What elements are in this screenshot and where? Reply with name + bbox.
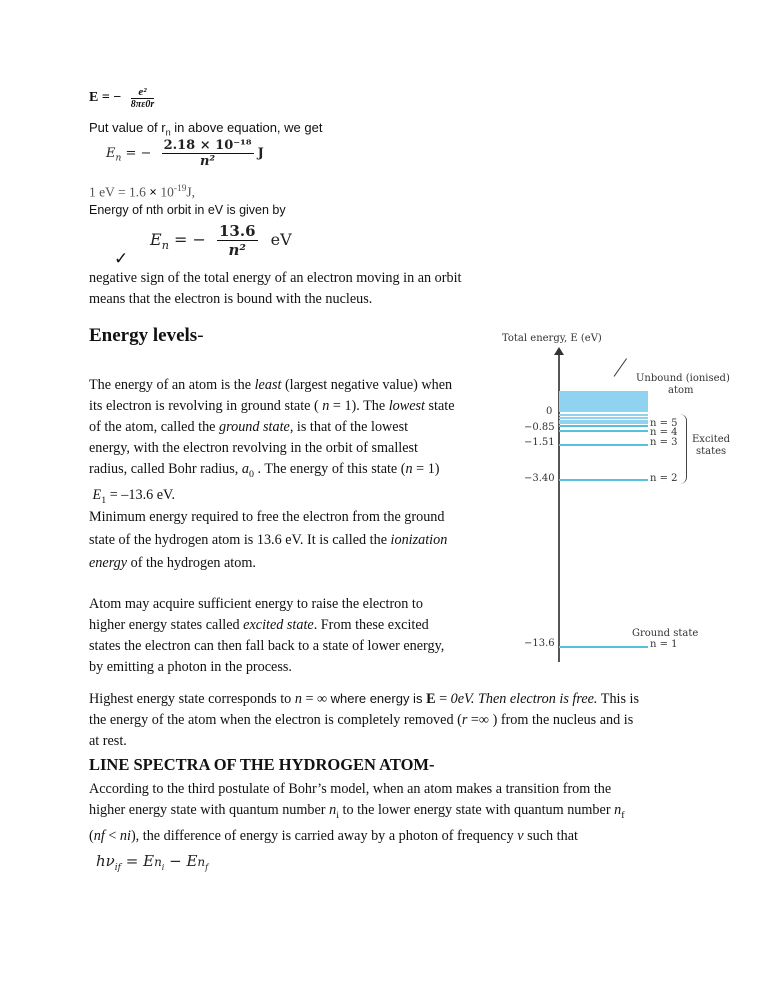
heading-line-spectra: LINE SPECTRA OF THE HYDROGEN ATOM- <box>89 755 435 774</box>
denominator: n² <box>199 154 216 169</box>
eq-lhs: E <box>106 146 116 161</box>
axis-arrow-icon <box>554 347 564 355</box>
level-n4 <box>559 430 648 432</box>
eq-sign: = − <box>168 230 206 249</box>
unit: J <box>257 146 264 161</box>
subscript: n <box>115 153 122 164</box>
text-line: radius, called Bohr radius, $a_0$ . The energy of this state (n = 1) <box>89 461 440 480</box>
times-sign: × <box>149 184 157 200</box>
energy-level-diagram <box>490 330 750 670</box>
highest-energy-paragraph <box>89 688 639 752</box>
unbound-label: atom <box>668 385 694 396</box>
bohr-postulate-paragraph <box>89 779 625 847</box>
equation-energy-joules <box>106 138 264 169</box>
text-line: Minimum energy required to free the electron from the ground <box>89 509 445 525</box>
text-line: According to the third postulate of Bohr’s model, when an atom makes a transition from the <box>89 781 612 797</box>
heading-energy-levels <box>89 325 204 347</box>
text-line: at rest. <box>89 733 127 749</box>
level-n-label: n = 4 <box>650 427 678 438</box>
text-line: energy, with the electron revolving in the orbit of smallest <box>89 440 418 456</box>
denominator: 8πε0r <box>130 99 155 110</box>
text-line: state of the hydrogen atom is 13.6 eV. It is called the ionization <box>89 532 448 548</box>
ground-state-paragraph <box>89 375 455 511</box>
text: in above equation, we get <box>170 120 323 135</box>
level-value: −13.6 <box>524 638 555 649</box>
level-n5 <box>559 425 648 427</box>
level-n1 <box>559 646 648 648</box>
level-n-label: n = 5 <box>650 418 678 429</box>
fraction <box>131 86 154 110</box>
text-line: $E_1 = -13.6$ eV. <box>92 486 176 506</box>
text-line: higher energy states called excited state. From these excited <box>89 617 429 633</box>
text-line: by emitting a photon in the process. <box>89 659 292 675</box>
axis-title: Total energy, E (eV) <box>502 333 602 344</box>
level-n-label: n = 3 <box>650 437 678 448</box>
text-line: The energy of an atom is the least (largest negative value) when <box>89 377 453 393</box>
subscript: n <box>161 239 169 253</box>
level-value: −0.85 <box>524 422 555 433</box>
text-line: Highest energy state corresponds to n = ∞ where energy is E = 0eV. Then electron is free. This is <box>89 691 640 707</box>
level-n-label: n = 1 <box>650 639 678 650</box>
unbound-label: Unbound (ionised) <box>636 373 730 384</box>
text: Put value of r <box>89 120 166 135</box>
text-line: its electron is revolving in ground state ( n = 1). The lowest state <box>89 398 455 414</box>
conversion-line <box>89 184 195 201</box>
pointer-line <box>614 358 627 377</box>
ionization-paragraph <box>89 506 447 575</box>
exponent: -19 <box>173 184 187 194</box>
heading-dash: - <box>197 325 204 346</box>
unit: eV <box>270 230 292 249</box>
subscript: n <box>165 127 171 138</box>
excited-brace <box>680 414 687 484</box>
text: 1 eV = 1.6 <box>89 184 150 200</box>
level-value: −1.51 <box>524 437 555 448</box>
text-line: states the electron can then fall back to a state of lower energy, <box>89 638 445 654</box>
level-n2 <box>559 479 648 481</box>
text-line: energy of the hydrogen atom. <box>89 555 256 571</box>
checkmark-icon: ✓ <box>114 249 129 268</box>
numerator: 2.18 × 10⁻¹⁸ <box>163 138 252 153</box>
text-line: (nf < ni), the difference of energy is carried away by a photon of frequency ν such that <box>89 827 578 844</box>
level-n-label: n = 2 <box>650 473 678 484</box>
text-line: negative sign of the total energy of an electron moving in an orbit <box>89 270 462 286</box>
level-value: −3.40 <box>524 473 555 484</box>
eq-lhs: E = − <box>89 90 122 106</box>
text-line: Atom may acquire sufficient energy to raise the electron to <box>89 596 423 612</box>
text-line: the energy of the atom when the electron is completely removed (r =∞ ) from the nucleus and is <box>89 712 634 728</box>
put-value-line <box>89 120 322 138</box>
negative-sign-paragraph <box>89 268 461 310</box>
excited-label: states <box>696 446 727 457</box>
level-value: 0 <box>546 406 553 417</box>
fraction <box>162 138 254 169</box>
numerator: 13.6 <box>218 222 256 240</box>
excited-state-paragraph <box>89 594 444 678</box>
heading-text: Energy levels <box>89 325 198 346</box>
level-n3 <box>559 444 648 446</box>
text-line: means that the electron is bound with the nucleus. <box>89 291 373 307</box>
text: J, <box>186 184 196 200</box>
ground-state-label: Ground state <box>632 628 699 639</box>
equation-total-energy <box>89 86 154 110</box>
equation-energy-ev <box>150 222 292 259</box>
nth-orbit-line: Energy of nth orbit in eV is given by <box>89 203 286 217</box>
text: 10 <box>156 184 174 200</box>
unbound-region <box>559 391 648 412</box>
text-line: higher energy state with quantum number $n_i$ to the lower energy state with quantum number $n_f$ <box>89 802 625 821</box>
fraction <box>217 222 258 259</box>
eq-sign: = − <box>121 146 152 161</box>
equation-photon-frequency: $h\nu_{if} = En_i - En_f$ <box>96 852 209 873</box>
denominator: n² <box>228 241 246 259</box>
excited-label: Excited <box>692 434 731 445</box>
text-line: of the atom, called the ground state, is that of the lowest <box>89 419 409 435</box>
eq-lhs: E <box>150 230 162 249</box>
numerator: e² <box>131 86 154 99</box>
